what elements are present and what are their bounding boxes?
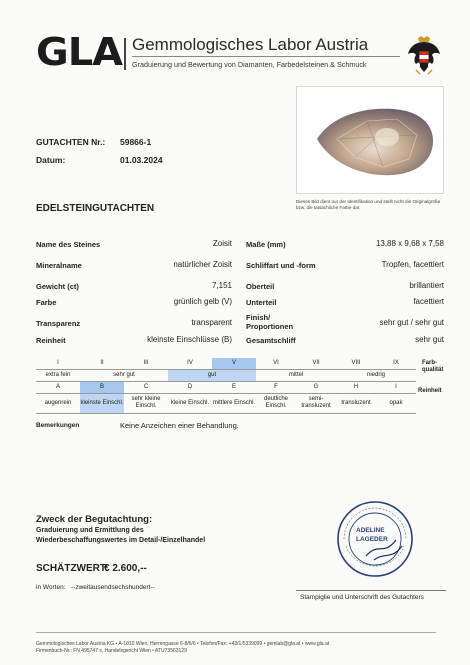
field-label-color: Farbe [36, 298, 57, 307]
clarity-desc-e: mittlere Einschl. [212, 393, 256, 413]
clarity-grade-table [36, 382, 416, 414]
field-value-weight: 7,151 [211, 281, 232, 290]
field-value-clarity: kleinste Einschlüsse (B) [147, 335, 232, 344]
purpose-line-2: Wiederbeschaffungswertes im Detail-/Einzelhandel [36, 537, 206, 544]
color-quality-label: Farb-qualität [422, 360, 444, 373]
clarity-grade-b-selected: B [80, 382, 124, 393]
report-date-label: Datum: [36, 155, 66, 165]
logo-divider [124, 38, 126, 70]
signature-line [296, 590, 446, 591]
clarity-grade-g: G [313, 384, 319, 391]
clarity-grade-d: D [187, 384, 193, 391]
clarity-desc-b: kleinste Einschl. [80, 393, 124, 413]
report-number-label: GUTACHTEN Nr.: [36, 137, 106, 147]
field-label-pavilion: Unterteil [246, 298, 277, 307]
clarity-desc-c: sehr kleine Einschl. [124, 393, 168, 413]
clarity-desc-h: transluzent [336, 393, 376, 413]
stamp-name-first: ADELINE [356, 527, 385, 534]
remarks-value: Keine Anzeichen einer Behandlung. [120, 421, 239, 430]
clarity-desc-a: augenrein [36, 393, 80, 413]
org-tagline: Graduierung und Bewertung von Diamanten, Farbedelsteinen & Schmuck [132, 60, 367, 69]
valuation-label: SCHÄTZWERT: [36, 563, 109, 574]
color-grade-6: VI [273, 360, 279, 367]
gemstone-photo-frame [296, 86, 444, 194]
field-value-pavilion: facettiert [413, 297, 444, 306]
purpose-title: Zweck der Begutachtung: [36, 514, 153, 525]
clarity-grade-f: F [274, 384, 278, 391]
gla-logo: GLA [36, 30, 122, 74]
report-date-value: 01.03.2024 [120, 155, 163, 165]
stamp-name-last: LAGEDER [356, 536, 388, 543]
footer-rule [36, 632, 436, 633]
report-number-value: 59866-1 [120, 137, 152, 147]
clarity-side-label: Reinheit [418, 388, 442, 394]
color-grade-table [36, 358, 416, 382]
valuation-value: € 2.600,-- [104, 563, 147, 574]
color-desc-low: niedrig [336, 369, 416, 381]
clarity-grade-c: C [143, 384, 149, 391]
clarity-desc-f: deutliche Einschl. [256, 393, 296, 413]
remarks-label: Bemerkungen [36, 422, 80, 429]
color-grade-4: IV [187, 360, 193, 367]
field-label-weight: Gewicht (ct) [36, 282, 79, 291]
purpose-line-1: Graduierung und Ermittlung des [36, 527, 144, 534]
clarity-desc-d: kleine Einschl. [168, 393, 212, 413]
clarity-desc-g: semi-transluzent [296, 393, 336, 413]
field-label-cut-shape: Schliffart und -form [246, 261, 316, 270]
color-desc-medium: mittel [256, 369, 336, 381]
field-value-cut-shape: Tropfen, facettiert [381, 260, 444, 269]
field-value-overall-cut: sehr gut [415, 335, 444, 344]
pear-gemstone-image [297, 87, 445, 195]
field-label-stone-name: Name des Steines [36, 240, 101, 249]
field-label-transparency: Transparenz [36, 319, 81, 328]
color-grade-5-selected: V [212, 358, 256, 369]
clarity-grade-i: I [395, 384, 397, 391]
color-grade-2: II [100, 360, 104, 367]
field-value-stone-name: Zoisit [212, 239, 232, 248]
field-label-mineral: Mineralname [36, 261, 82, 270]
color-grade-1: I [57, 360, 59, 367]
field-label-overall-cut: Gesamtschliff [246, 336, 296, 345]
field-label-crown: Oberteil [246, 282, 275, 291]
field-value-mineral: natürlicher Zoisit [173, 260, 232, 269]
clarity-grade-h: H [353, 384, 359, 391]
org-name: Gemmologisches Labor Austria [132, 35, 369, 54]
color-desc-very-good: sehr gut [80, 369, 168, 381]
certificate-title: EDELSTEINGUTACHTEN [36, 203, 155, 214]
footer-registry: Firmenbuch-Nr.: FN 495747 s, Handelsgericht Wien • ATU73563129 [36, 648, 187, 654]
field-value-transparency: transparent [191, 318, 232, 327]
field-label-dimensions: Maße (mm) [246, 240, 286, 249]
image-caption: Dieses Bild dient nur der Identifikation und stellt nicht die Originalgröße bzw. die tatsächliche Farbe dar. [296, 199, 441, 210]
field-value-color: grünlich gelb (V) [173, 297, 232, 306]
footer-address: Gemmologisches Labor Austria KG • A-1010 Wien, Herrengasse 6-8/6/6 • Telefon/Fax: +43/1/5339099 • gemlab@gla.at • www.gla.at [36, 641, 330, 647]
field-label-clarity: Reinheit [36, 336, 66, 345]
color-grade-7: VII [312, 360, 320, 367]
signature-label: Stampiglie und Unterschrift des Gutachters [300, 594, 424, 601]
color-desc-good: gut [168, 369, 256, 381]
header-rule [132, 56, 400, 57]
field-label-finish: Finish/ Proportionen [246, 313, 294, 331]
field-value-dimensions: 13,88 x 9,68 x 7,58 [375, 239, 444, 248]
valuation-words-label: in Worten: [36, 584, 66, 591]
color-grade-9: IX [393, 360, 399, 367]
clarity-desc-i: opak [376, 393, 416, 413]
valuation-words-value: --zweitausendsechshundert-- [71, 584, 155, 591]
field-value-crown: brillantiert [409, 281, 444, 290]
clarity-grade-e: E [231, 384, 236, 391]
color-desc-extra-fine: extra fein [36, 369, 80, 381]
color-grade-8: VIII [351, 360, 361, 367]
austrian-eagle-icon [406, 34, 442, 78]
color-grade-3: III [143, 360, 149, 367]
field-value-finish: sehr gut / sehr gut [379, 318, 444, 327]
clarity-grade-a: A [55, 384, 60, 391]
